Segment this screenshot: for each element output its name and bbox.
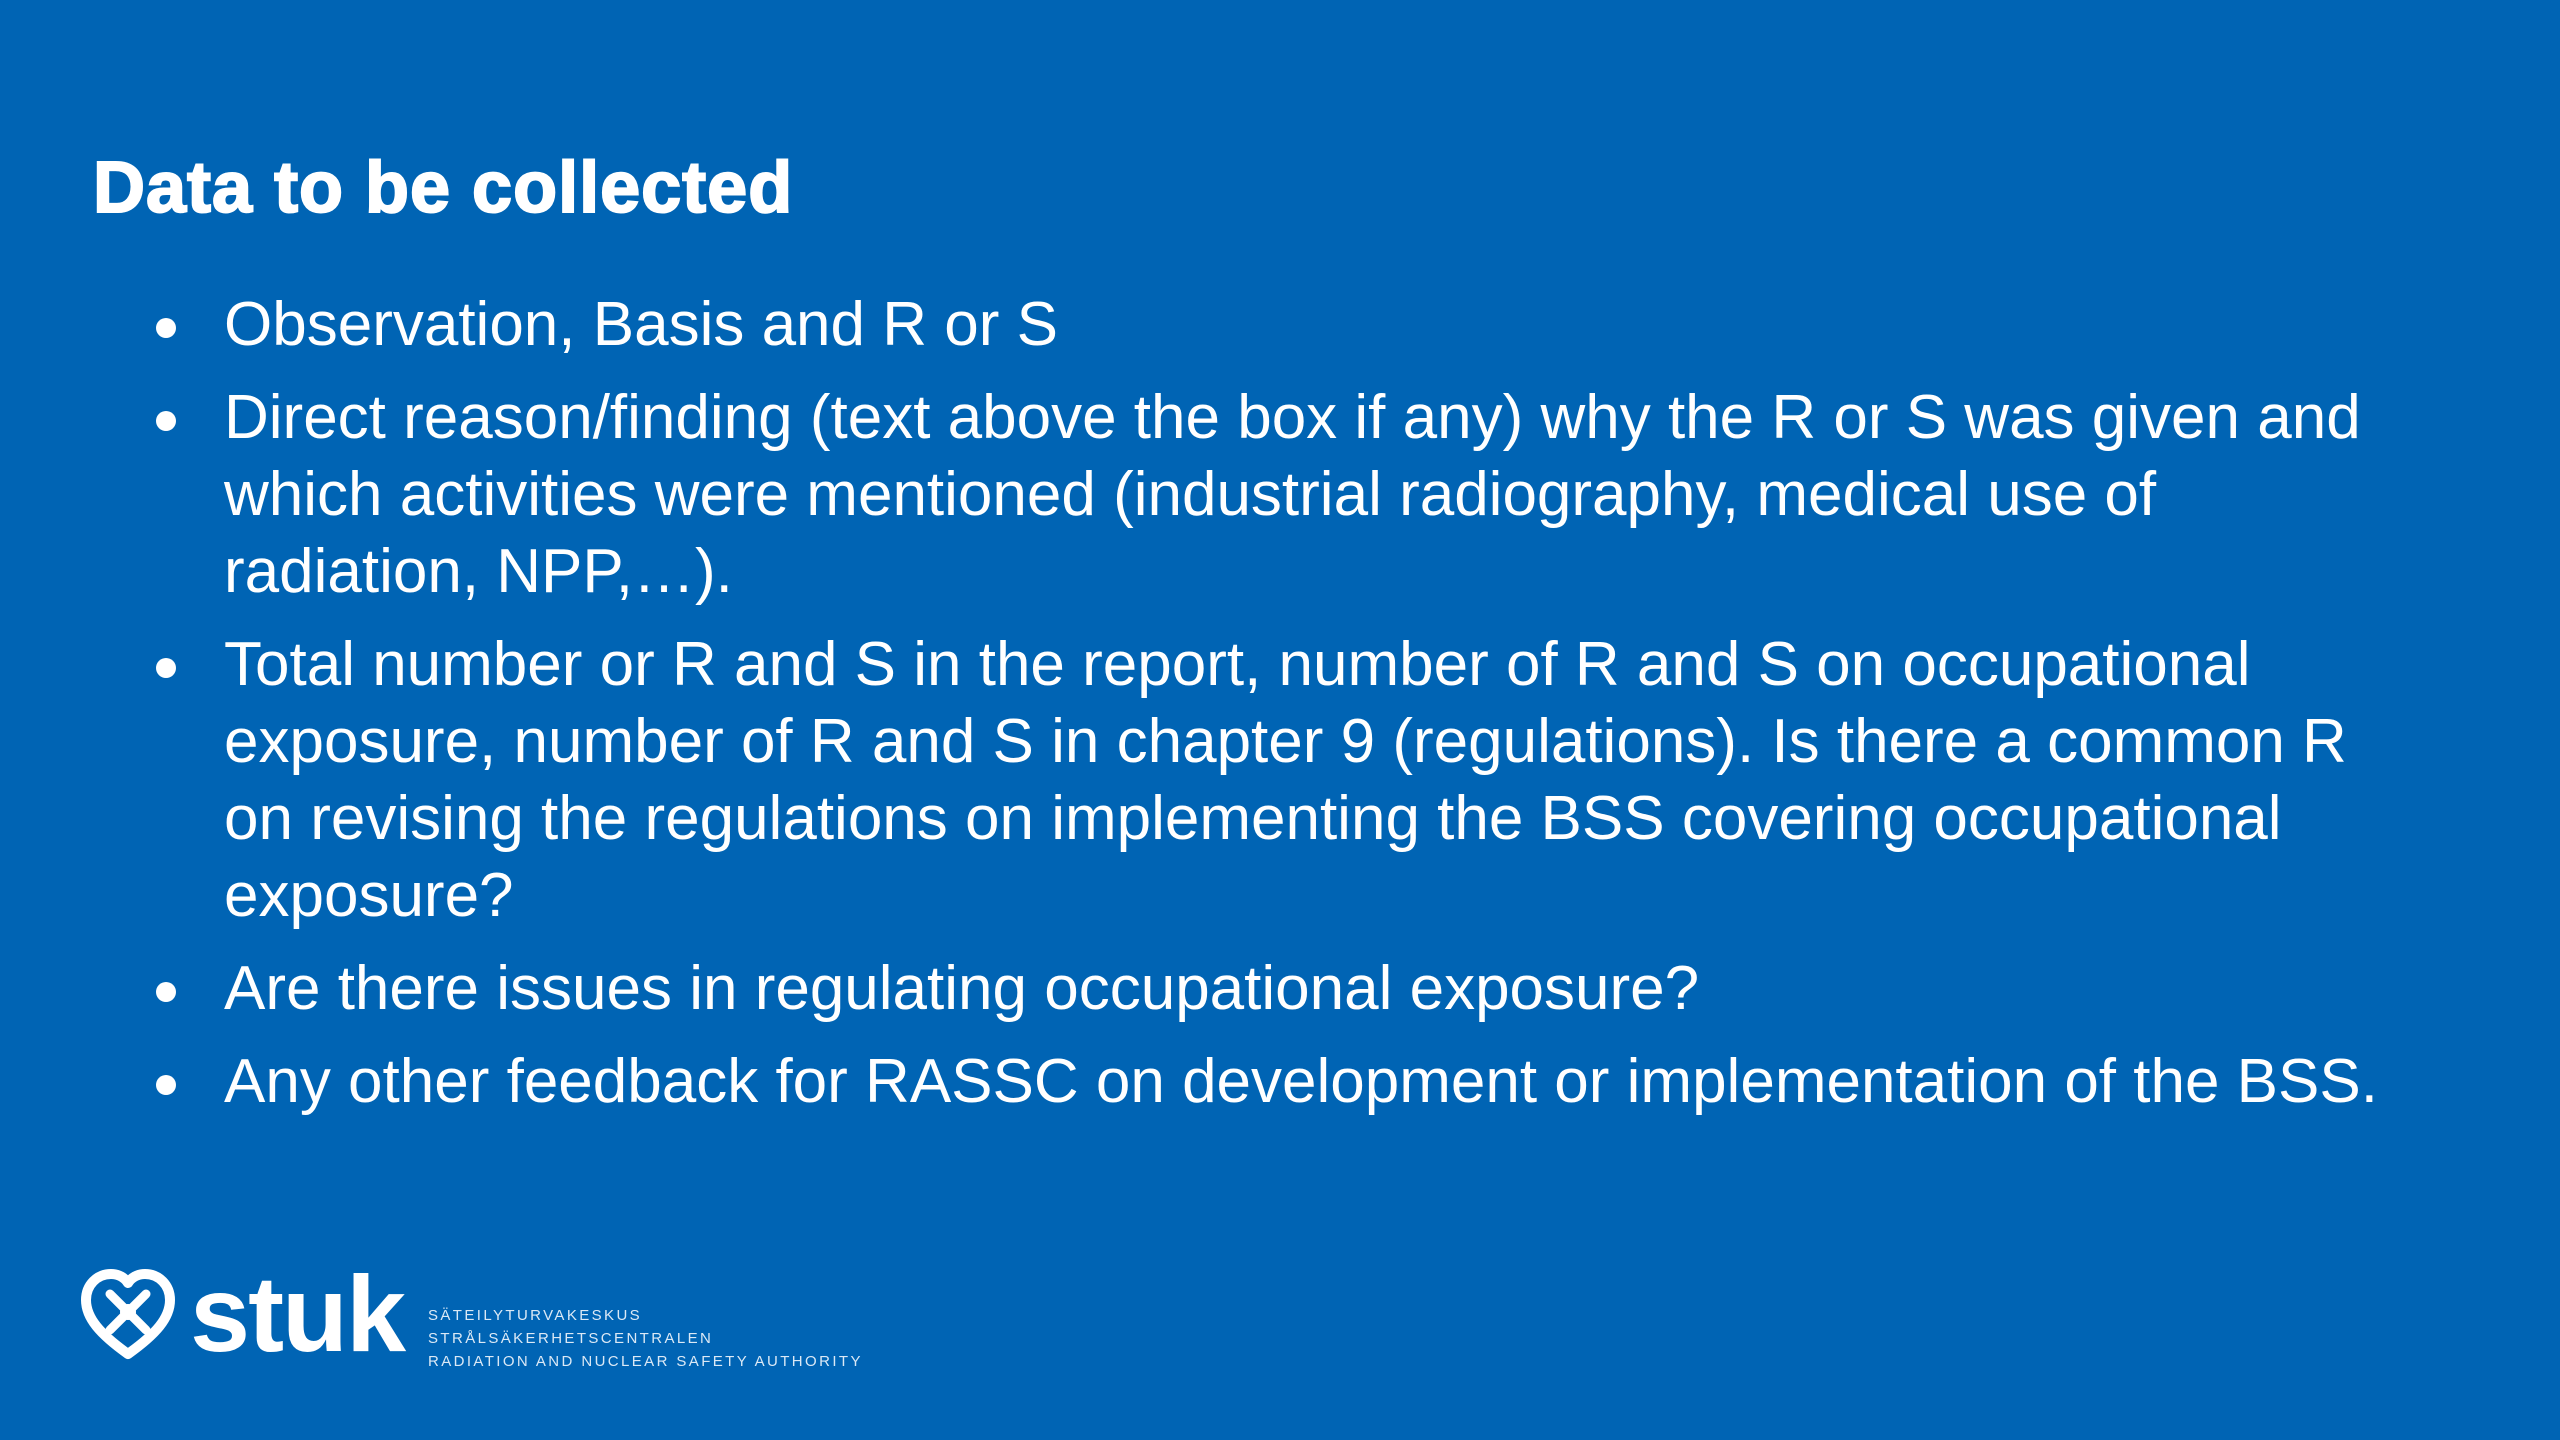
- org-name-finnish: SÄTEILYTURVAKESKUS: [428, 1307, 643, 1324]
- bullet-text: Are there issues in regulating occupational exposure?: [224, 954, 1700, 1023]
- logo-wordmark: stuk: [190, 1253, 405, 1374]
- slide-title: Data to be collected: [93, 148, 794, 228]
- bullet-text: Total number or R and S in the report, number of R and S on occupational exposure, number of R and S in chapter 9 (regulations). Is there a common R on revising the regulations on implementing the BSS covering occupational exposure?: [224, 630, 2347, 930]
- bullet-text: Direct reason/finding (text above the box if any) why the R or S was given and which activities were mentioned (industrial radiography, medical use of radiation, NPP,…).: [224, 383, 2361, 606]
- bullet-item: [0, 1043, 2384, 1120]
- bullet-item: [0, 950, 2384, 1027]
- org-name-swedish: STRÅLSÄKERHETSCENTRALEN: [428, 1330, 714, 1347]
- bullet-dot: [156, 658, 176, 678]
- organization-names: [428, 1304, 863, 1373]
- stuk-logo: [80, 1253, 410, 1378]
- bullet-dot: [156, 318, 176, 338]
- bullet-dot: [156, 411, 176, 431]
- bullet-item: [0, 379, 2384, 610]
- bullet-list: [0, 286, 2440, 1136]
- bullet-dot: [156, 1075, 176, 1095]
- bullet-text: Any other feedback for RASSC on development or implementation of the BSS.: [224, 1047, 2378, 1116]
- org-name-english: RADIATION AND NUCLEAR SAFETY AUTHORITY: [428, 1353, 863, 1370]
- bullet-item: [0, 286, 2384, 363]
- bullet-item: [0, 626, 2384, 934]
- heart-radiation-icon: [80, 1268, 176, 1364]
- bullet-dot: [156, 982, 176, 1002]
- bullet-text: Observation, Basis and R or S: [224, 290, 1058, 359]
